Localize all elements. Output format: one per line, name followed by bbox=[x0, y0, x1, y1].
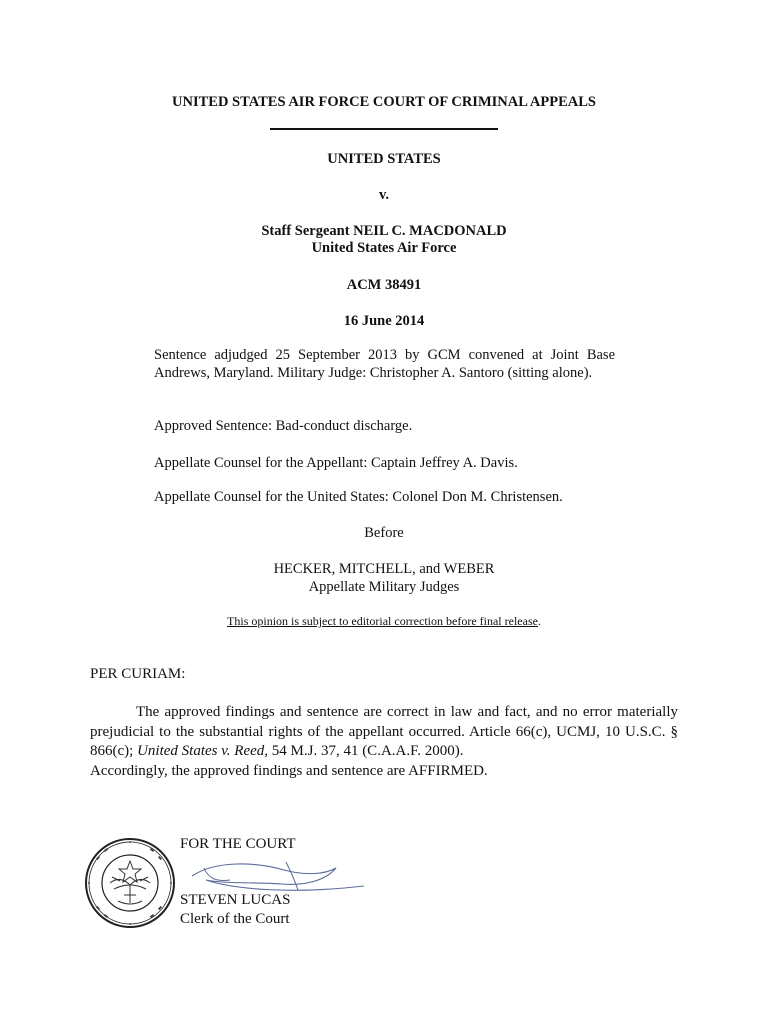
before-label: Before bbox=[364, 525, 404, 541]
judges-title: Appellate Military Judges bbox=[308, 579, 460, 595]
opinion-text-2: , 54 M.J. 37, 41 (C.A.A.F. 2000). bbox=[264, 743, 464, 759]
editorial-notice-text: This opinion is subject to editorial correction before final release bbox=[227, 614, 538, 628]
decision-date: 16 June 2014 bbox=[343, 313, 425, 329]
appellant-counsel: Appellate Counsel for the Appellant: Captain Jeffrey A. Davis. bbox=[154, 455, 518, 471]
court-title: UNITED STATES AIR FORCE COURT OF CRIMINAL APPEALS bbox=[172, 94, 596, 110]
sentence-details: Sentence adjudged 25 September 2013 by GCM convened at Joint Base Andrews, Maryland. Military Judge: Christopher A. Santoro (sitting alone). bbox=[154, 347, 615, 381]
title-rule bbox=[270, 128, 498, 130]
clerk-name: STEVEN LUCAS bbox=[180, 892, 291, 908]
clerk-title: Clerk of the Court bbox=[180, 911, 290, 927]
government-counsel: Appellate Counsel for the United States: Colonel Don M. Christensen. bbox=[154, 489, 563, 505]
defendant-branch: United States Air Force bbox=[311, 240, 457, 256]
approved-sentence: Approved Sentence: Bad-conduct discharge. bbox=[154, 418, 413, 434]
court-seal-icon bbox=[84, 837, 176, 929]
editorial-notice: This opinion is subject to editorial correction before final release. bbox=[227, 614, 541, 628]
opinion-conclusion: Accordingly, the approved findings and sentence are AFFIRMED. bbox=[90, 763, 488, 779]
for-the-court: FOR THE COURT bbox=[180, 836, 296, 852]
plaintiff-name: UNITED STATES bbox=[327, 151, 441, 167]
per-curiam-heading: PER CURIAM: bbox=[90, 666, 186, 682]
opinion-paragraph bbox=[90, 703, 678, 762]
panel-judges: HECKER, MITCHELL, and WEBER bbox=[273, 561, 495, 577]
case-citation: United States v. Reed bbox=[137, 743, 265, 759]
docket-number: ACM 38491 bbox=[346, 277, 422, 293]
opinion-text-1: The approved findings and sentence are correct in law and fact, and no error materially prejudicial to the substantial rights of the appellant occurred. Article 66(c), UCMJ, 10 U.S.C. § 866(c); bbox=[90, 704, 678, 759]
versus-label: v. bbox=[378, 187, 390, 203]
defendant-name: Staff Sergeant NEIL C. MACDONALD bbox=[261, 223, 507, 239]
